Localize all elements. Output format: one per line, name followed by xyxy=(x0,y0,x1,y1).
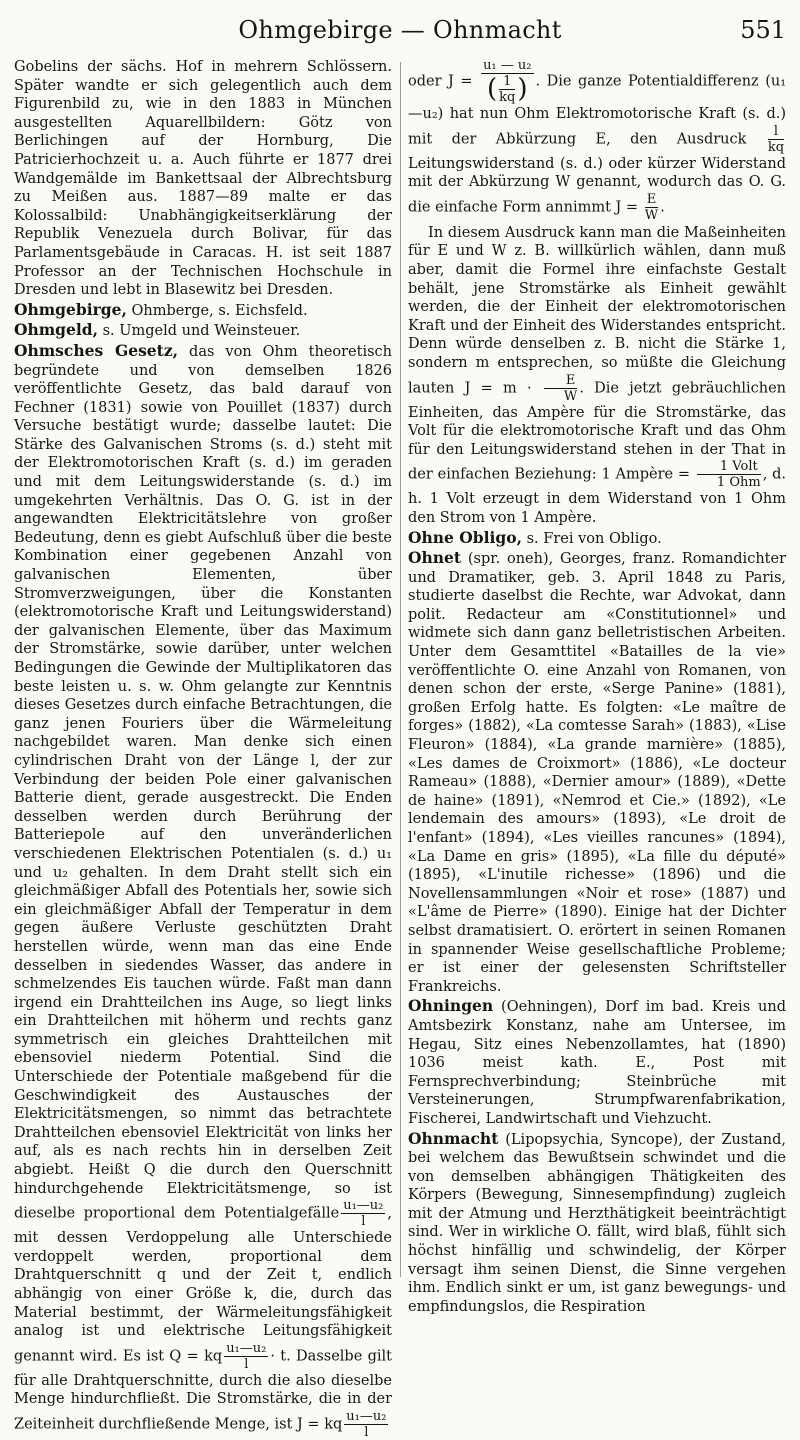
fraction-numerator: u₁—u₂ xyxy=(226,1340,267,1356)
entry-text: s. Frei von Obligo. xyxy=(522,530,662,547)
column-divider xyxy=(400,62,401,1277)
formula-fraction xyxy=(645,192,659,223)
entry-term: Ohnet xyxy=(408,548,462,568)
formula-fraction xyxy=(768,124,784,155)
text-columns xyxy=(14,58,787,1440)
formula-paragraph xyxy=(408,58,786,223)
formula-fraction xyxy=(224,1341,268,1372)
entry-ohnet xyxy=(408,549,786,996)
entry-ohne-obligo xyxy=(408,529,786,549)
entry-term: Ohne Obligo, xyxy=(408,527,522,547)
formula-fraction xyxy=(344,1409,388,1440)
entry-text: · t. Dasselbe gilt für alle Drahtquerschnitte, durch die also dieselbe Menge hindurchfließt. Die Stromstärke, die in der Zeiteinheit durchfließende Menge, ist J = kq xyxy=(14,1348,392,1433)
formula-fraction xyxy=(341,1198,385,1229)
entry-ohningen xyxy=(408,997,786,1128)
entry-term: Ohnmacht xyxy=(408,1128,499,1148)
continuation-text: Gobelins der sächs. Hof in mehrern Schlössern. Später wandte er sich gelegentlich auch dem Figurenbild zu, wie in den 1883 in München ausgestellten Aquarellbildern: Götz von Berlichingen auf der Hornburg, Die Patricierhochzeit u. a. Auch führte er 1877 drei Wandgemälde im Bankettsaal der Albrechtsburg zu Meißen aus. 1887—89 malte er das Kolossalbild: Unabhängigkeitserklärung der Republik Venezuela durch Bolivar, für das Parlamentsgebäude in Caracas. H. ist seit 1887 Professor an der Technischen Hochschule in Dresden und lebt in Blasewitz bei Dresden. xyxy=(14,59,392,299)
entry-continuation xyxy=(14,58,392,300)
units-paragraph xyxy=(408,224,786,528)
entry-text: . xyxy=(660,199,665,216)
entry-term: Ohningen xyxy=(408,996,494,1016)
formula-fraction xyxy=(544,373,578,404)
formula-fraction xyxy=(481,58,533,105)
entry-text: Ohmberge, s. Eichsfeld. xyxy=(126,302,308,319)
entry-text: . Die jetzt gebräuchlichen Einheiten, das Ampère für die Stromstärke, das Volt für die elektromotorische Kraft und das Ohm für den Leitungswiderstand stehen in der That in der einfachen Beziehung: 1 Ampère = xyxy=(408,380,787,483)
entry-term: Ohmsches Gesetz, xyxy=(14,340,179,360)
fraction-numerator: E xyxy=(544,373,578,389)
fraction-denominator: W xyxy=(644,207,659,223)
entry-text: In diesem Ausdruck kann man die Maßeinheiten für E und W z. B. willkürlich wählen, dann muß aber, damit die Formel ihre einfachste Gestalt behält, jene Stromstärke als Einheit gewählt werden, die der Einheit der elektromotorischen Kraft und der Einheit des Widerstandes entspricht. Denn würde denselben z. B. nicht die Stärke 1, sondern m entsprechen, so müßte die Gleichung lauten J = m · xyxy=(408,224,786,397)
fraction-numerator: l xyxy=(768,124,784,140)
fraction-denominator: ( $\frac{1}{kq}$ ) xyxy=(487,74,528,105)
fraction-denominator: l xyxy=(244,1356,249,1372)
entry-ohmgebirge xyxy=(14,301,392,321)
fraction-denominator: l xyxy=(361,1214,366,1230)
entry-text: das von Ohm theoretisch begründete und von demselben 1826 veröffentlichte Gesetz, das bald darauf von Fechner (1831) sowie von Pouillet (1837) durch Versuche bestätigt wurde; dasselbe lautet: Die Stärke des Galvanischen Stroms (s. d.) steht mit der Elektromotorischen Kraft (s. d.) im geraden und mit dem Leitungswiderstande (s. d.) im umgekehrten Verhältnis. Das O. G. ist in der angewandten Elektricitätslehre von großer Bedeutung, denn es giebt Aufschluß über die beste Kombination einer gegebenen Anzahl von galvanischen Elementen, über Stromverzweigungen, über die Konstanten (elektromotorische Kraft und Leitungswiderstand) der galvanischen Elemente, über das Maximum der Stromstärke, sowie darüber, unter welchen Bedingungen die Gewinde der Multiplikatoren das beste leisten u. s. w. Ohm gelangte zur Kenntnis dieses Gesetzes durch einfache Betrachtungen, die ganz jenen Fouriers über die Wärmeleitung nachgebildet waren. Man denke sich einen cylindrischen Draht von der Länge l, der zur Verbindung der beiden Pole einer galvanischen Batterie dient, gerade ausgestreckt. Die Enden desselben werden durch Berührung der Batteriepole auf den unveränderlichen verschiedenen Elektrischen Potentialen (s. d.) u₁ und u₂ gehalten. In dem Draht stellt sich ein gleichmäßiger Abfall des Potentials her, sowie sich ein gleichmäßiger Abfall der Temperatur in dem gegen äußere Verluste geschützten Draht herstellen würde, wenn man das eine Ende desselben in siedendes Wasser, das andere in schmelzendes Eis tauchen würde. Faßt man dann irgend ein Drahtteilchen ins Auge, so liegt links ein Drahtteilchen mit höherm und rechts ganz symmetrisch ein gleiches Drahtteilchen mit ebensoviel niederm Potential. Sind die Unterschiede der Potentiale maßgebend für die Geschwindigkeit des Austausches der Elektricitätsmengen, so nimmt das betrachtete Drahtteilchen ebensoviel Elektricität von links her auf, als es nach rechts hin in derselben Zeit abgiebt. Heißt Q die durch den Querschnitt hindurchgehende Elektricitätsmenge, so ist dieselbe proportional dem Potentialgefälle xyxy=(14,343,392,1222)
page-number: 551 xyxy=(740,16,786,44)
fraction-denominator: W xyxy=(563,388,578,404)
page-header xyxy=(14,6,786,50)
inner-fraction xyxy=(499,74,515,105)
fraction-denominator: kq xyxy=(499,90,516,105)
entry-text: oder J = xyxy=(408,73,473,90)
fraction-numerator: u₁—u₂ xyxy=(343,1198,384,1214)
fraction-denominator: 1 Ohm xyxy=(716,475,761,491)
fraction-numerator: u₁ — u₂ xyxy=(483,58,532,73)
entry-text: s. Umgeld und Weinsteuer. xyxy=(98,323,301,340)
entry-text: (spr. oneh), Georges, franz. Romandichter und Dramatiker, geb. 3. April 1848 zu Paris, studierte daselbst die Rechte, war Advokat, dann polit. Redacteur am «Constitutionnel» und widmete sich dann ganz belletristischen Arbeiten. Unter dem Gesamttitel «Batailles de la vie» veröffentlichte O. eine Anzahl von Romanen, von denen schon der erste, «Serge Panine» (1881), großen Erfolg hatte. Es folgten: «Le maître de forges» (1882), «La comtesse Sarah» (1883), «Lise Fleuron» (1884), «La grande marnière» (1885), «Les dames de Croixmort» (1886), «Le docteur Rameau» (1888), «Dernier amour» (1889), «Dette de haine» (1891), «Nemrod et Cie.» (1892), «Le lendemain des amours» (1893), «Le droit de l'enfant» (1894), «Les vieilles rancunes» (1894), «La Dame en gris» (1895), «La fille du député» (1895), «L'inutile richesse» (1896) und die Novellensammlungen «Noir et rose» (1887) und «L'âme de Pierre» (1890). Einige hat der Dichter selbst dramatisiert. O. erörtert in seinen Romanen in spannender Weise gesellschaftliche Probleme; er ist einer der gelesensten Schriftsteller Frankreichs. xyxy=(408,551,786,995)
entry-ohmgeld xyxy=(14,321,392,341)
running-head: Ohmgebirge — Ohnmacht xyxy=(238,16,562,44)
entry-ohnmacht xyxy=(408,1130,786,1317)
entry-term: Ohmgeld, xyxy=(14,320,98,340)
entry-text: (Lipopsychia, Syncope), der Zustand, bei welchem das Bewußtsein schwindet und die von demselben abhängigen Thätigkeiten des Körpers (Bewegung, Sinnesempfindung) zugleich mit der Atmung und Herzthätigkeit beeinträchtigt sind. Wer in wirkliche O. fällt, wird blaß, fühlt sich höchst hinfällig und schwindelig, der Körper versagt ihm seinen Dienst, die Sinne vergehen ihm. Endlich sinkt er um, ist ganz bewegungs- und empfindungslos, die Respiration xyxy=(408,1131,786,1315)
entry-text: , mit dessen Verdoppelung alle Unterschiede verdoppelt werden, proportional dem Drahtquerschnitt q und der Zeit t, endlich abhängig von einer Größe k, die, durch das Material bestimmt, der Wärmeleitungsfähigkeit analog ist und elektrische Leitungsfähigkeit genannt wird. Es ist Q = kq xyxy=(14,1205,392,1365)
fraction-numerator: E xyxy=(646,191,657,207)
fraction-numerator: 1 Volt xyxy=(697,459,761,475)
entry-text: , d. h. 1 Volt erzeugt in dem Widerstand von 1 Ohm den Strom von 1 Ampère. xyxy=(408,466,787,526)
fraction-numerator: 1 xyxy=(499,74,515,90)
entry-text: Leitungswiderstand (s. d.) oder kürzer Widerstand mit der Abkürzung W genannt, wodurch das O. G. die einfache Form annimmt J = xyxy=(408,155,786,216)
fraction-denominator: l xyxy=(364,1424,369,1440)
right-column xyxy=(408,58,787,1315)
entry-ohmsches-gesetz xyxy=(14,342,392,1440)
fraction-numerator: u₁—u₂ xyxy=(346,1408,387,1424)
fraction-denominator: kq xyxy=(767,139,785,155)
entry-term: Ohmgebirge, xyxy=(14,299,127,319)
left-column xyxy=(14,58,392,1440)
entry-text: (Oehningen), Dorf im bad. Kreis und Amtsbezirk Konstanz, nahe am Untersee, im Hegau, Sitz eines Nebenzollamtes, hat (1890) 1036 meist kath. E., Post mit Fernsprechverbindung; Steinbrüche mit Versteinerungen, Strumpfwarenfabrikation, Fischerei, Landwirtschaft und Viehzucht. xyxy=(408,999,786,1127)
entry-text: . Die ganze Potentialdifferenz (u₁—u₂) hat nun Ohm Elektromotorische Kraft (s. d.) mit der Abkürzung E, den Ausdruck xyxy=(408,73,787,148)
formula-fraction xyxy=(697,459,761,490)
